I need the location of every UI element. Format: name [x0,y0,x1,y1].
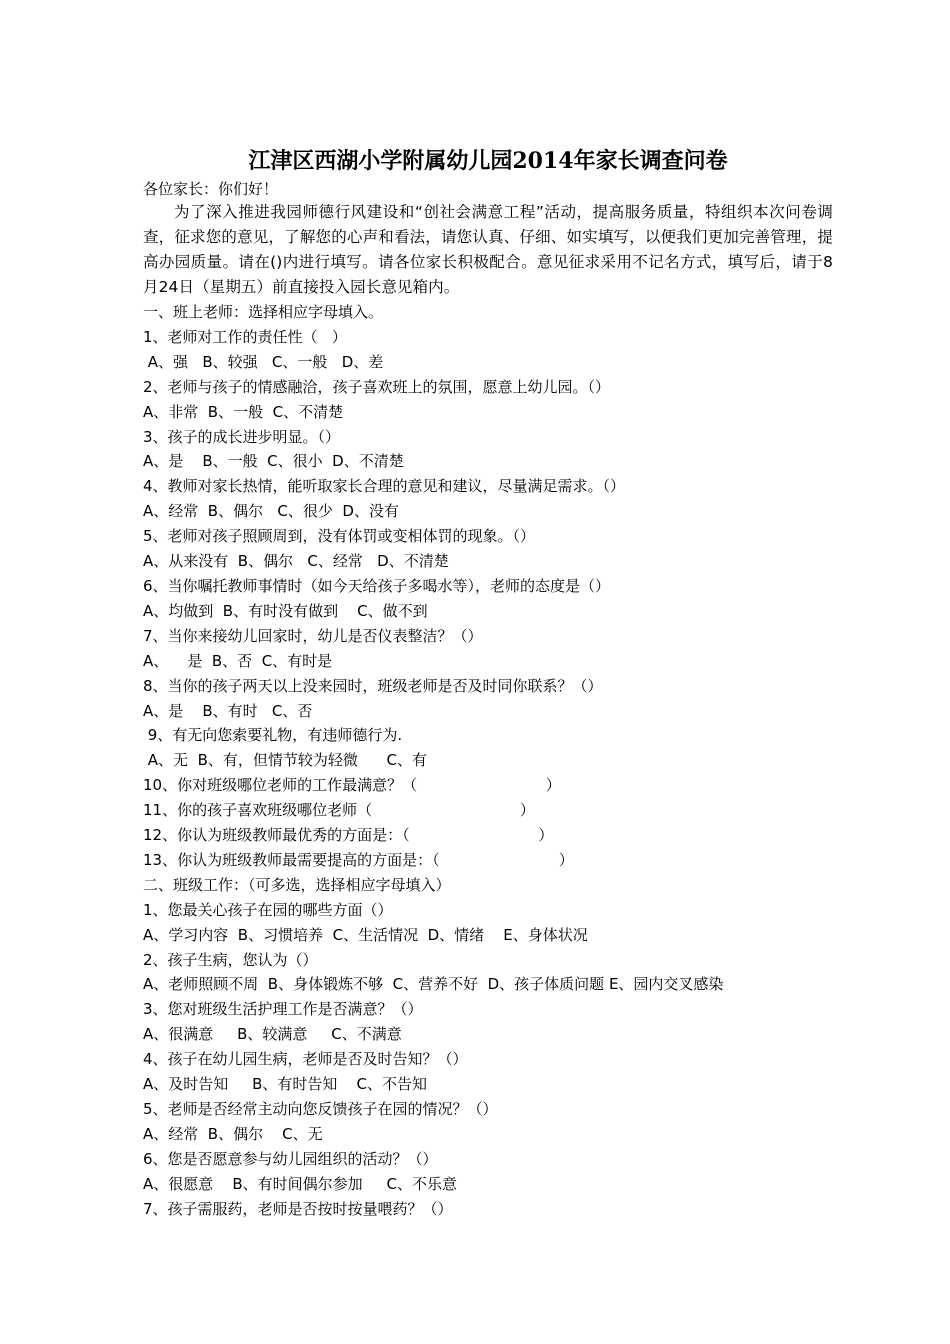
greeting: 各位家长：你们好！ [143,180,279,198]
answer-options: A、无 B、有，但情节较为轻微 C、有 [143,751,427,770]
question-line: 6、当你嘱托教师事情时（如今天给孩子多喝水等），老师的态度是（） [143,576,611,595]
question-line: 3、您对班级生活护理工作是否满意？（） [143,1000,423,1019]
open-question-line: 11、你的孩子喜欢班级哪位老师（ ） [143,801,535,820]
question-line: 2、老师与孩子的情感融洽，孩子喜欢班上的氛围，愿意上幼儿园。（） [143,377,611,396]
question-line: 9、有无向您索要礼物，有违师德行为. [143,726,403,745]
answer-options: A、 是 B、否 C、有时是 [143,651,333,670]
answer-options: A、是 B、一般 C、很小 D、不清楚 [143,452,404,471]
answer-options: A、非常 B、一般 C、不清楚 [143,402,344,421]
section-heading-teachers: 一、班上老师：选择相应字母填入。 [143,303,384,321]
answer-options: A、均做到 B、有时没有做到 C、做不到 [143,601,428,620]
answer-options: A、经常 B、偶尔 C、无 [143,1124,323,1143]
section-heading-class-work: 二、班级工作：（可多选，选择相应字母填入） [143,875,451,894]
answer-options: A、强 B、较强 C、一般 D、差 [143,352,384,371]
document-title: 江津区西湖小学附属幼儿园2014年家长调查问卷 [248,148,728,174]
question-line: 2、孩子生病，您认为（） [143,950,318,969]
question-line: 4、孩子在幼儿园生病，老师是否及时告知？（） [143,1050,468,1069]
question-line: 6、您是否愿意参与幼儿园组织的活动？（） [143,1149,438,1168]
open-question-line: 10、你对班级哪位老师的工作最满意？（ ） [143,776,561,795]
question-line: 7、当你来接幼儿回家时，幼儿是否仪表整洁？（） [143,626,483,645]
answer-options: A、从来没有 B、偶尔 C、经常 D、不清楚 [143,552,449,571]
answer-options: A、及时告知 B、有时告知 C、不告知 [143,1075,427,1094]
question-line: 1、老师对工作的责任性（ ） [143,327,347,346]
question-line: 1、您最关心孩子在园的哪些方面（） [143,900,393,919]
open-question-line: 12、你认为班级教师最优秀的方面是：（ ） [143,826,554,845]
intro-paragraph: 为了深入推进我园师德行风建设和“创社会满意工程”活动，提高服务质量，特组织本次问卷调查，征求您的意见，了解您的心声和看法，请您认真、仔细、如实填写，以便我们更加完善管理，提高办园质量。请在()内进行填写。请各位家长积极配合。意见征求采用不记名方式，填写后，请于8月24日（星期五）前直接投入园长意见箱内。 [143,203,833,296]
question-line: 3、孩子的成长进步明显。（） [143,427,341,446]
answer-options: A、很愿意 B、有时间偶尔参加 C、不乐意 [143,1174,457,1193]
section-teachers-questions [143,325,833,873]
question-line: 8、当你的孩子两天以上没来园时，班级老师是否及时同你联系？（） [143,676,603,695]
question-line: 4、教师对家长热情，能听取家长合理的意见和建议，尽量满足需求。（） [143,477,626,496]
question-line: 7、孩子需服药，老师是否按时按量喂药？（） [143,1199,453,1218]
section-class-work-questions [143,898,833,1222]
answer-options: A、经常 B、偶尔 C、很少 D、没有 [143,502,399,521]
question-line: 5、老师是否经常主动向您反馈孩子在园的情况？（） [143,1100,498,1118]
answer-options: A、学习内容 B、习惯培养 C、生活情况 D、情绪 E、身体状况 [143,925,588,944]
answer-options: A、是 B、有时 C、否 [143,701,313,720]
answer-options: A、很满意 B、较满意 C、不满意 [143,1025,402,1044]
answer-options: A、老师照顾不周 B、身体锻炼不够 C、营养不好 D、孩子体质问题 E、园内交叉感染 [143,975,724,994]
questionnaire-page [143,146,833,1222]
open-question-line: 13、你认为班级教师最需要提高的方面是：（ ） [143,850,574,869]
question-line: 5、老师对孩子照顾周到，没有体罚或变相体罚的现象。（） [143,527,536,546]
